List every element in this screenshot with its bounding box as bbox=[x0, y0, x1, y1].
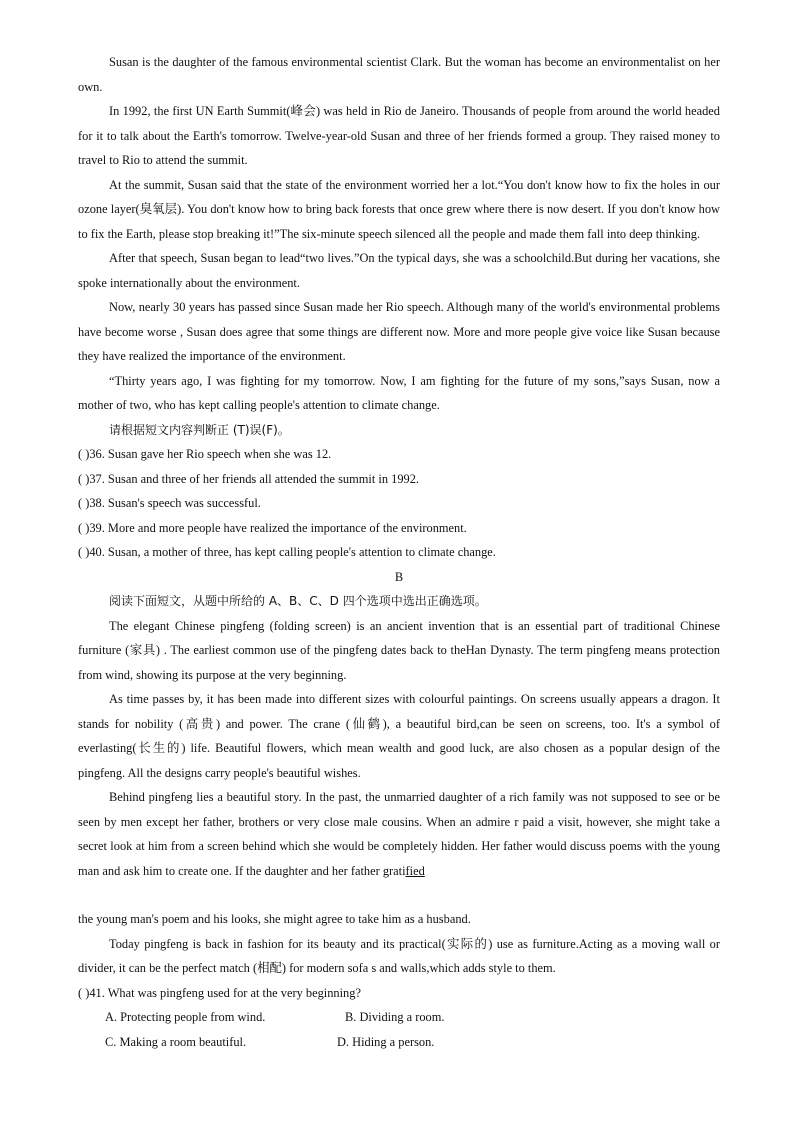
blank-gap bbox=[78, 883, 720, 907]
paragraph: As time passes by, it has been made into different sizes with colourful paintings. On screens usually appears a dragon. It stands for nobility (高贵) and power. The crane (仙鹤), a beautiful bird,can be seen on screens, too. It's a symbol of everlasting(长生的) life. Beautiful flowers, which mean wealth and good luck, are also chosen as a popular design of the pingfeng. All the designs carry people's beautiful wishes. bbox=[78, 692, 720, 780]
paragraph-continuation: the young man's poem and his looks, she might agree to take him as a husband. bbox=[78, 912, 471, 926]
question-item: ( )41. What was pingfeng used for at the very beginning? bbox=[78, 985, 361, 1000]
option-c: C. Making a room beautiful. bbox=[105, 1034, 247, 1049]
underlined-word: fied bbox=[405, 863, 425, 878]
question-item: ( )38. Susan's speech was successful. bbox=[78, 496, 261, 510]
paragraph: Susan is the daughter of the famous environmental scientist Clark. But the woman has become an environmentalist on her own. bbox=[78, 55, 720, 94]
question-item: ( )37. Susan and three of her friends all attended the summit in 1992. bbox=[78, 471, 420, 486]
paragraph: At the summit, Susan said that the state of the environment worried her a lot.“You don't know how to fix the holes in our ozone layer(臭氧层). You don't know how to bring back forests that once grew where there is now desert. If you don't know how to fix the Earth, please stop breaking it!”The six-minute speech silenced all the people and made them fall into deep thinking. bbox=[78, 177, 720, 241]
paragraph: “Thirty years ago, I was fighting for my tomorrow. Now, I am fighting for the future of my sons,”says Susan, now a mother of two, who has kept calling people's attention to climate change. bbox=[78, 373, 720, 412]
instruction: 阅读下面短文，从题中所给的 A、B、C、D 四个选项中选出正确选项。 bbox=[109, 594, 487, 608]
question-item: ( )39. More and more people have realized the importance of the environment. bbox=[78, 520, 467, 535]
options-row bbox=[78, 1005, 720, 1030]
document-page bbox=[78, 50, 720, 1054]
section-heading: B bbox=[394, 569, 404, 584]
option-a: A. Protecting people from wind. bbox=[105, 1010, 266, 1024]
options-row bbox=[78, 1030, 720, 1055]
paragraph bbox=[78, 785, 720, 883]
paragraph: Now, nearly 30 years has passed since Susan made her Rio speech. Although many of the world's environmental problems have become worse , Susan does agree that some things are different now. More and more people give voice like Susan because they have realized the importance of the environment. bbox=[78, 300, 720, 363]
paragraph: In 1992, the first UN Earth Summit(峰会) was held in Rio de Janeiro. Thousands of people from around the world headed for it to talk about the Earth's tomorrow. Twelve-year-old Susan and three of her friends formed a group. They raised money to travel to Rio to attend the summit. bbox=[78, 104, 720, 167]
option-d: D. Hiding a person. bbox=[337, 1034, 435, 1049]
paragraph: Today pingfeng is back in fashion for its beauty and its practical(实际的) use as furniture.Acting as a moving wall or divider, it can be the perfect match (相配) for modern sofa s and walls,which adds style to them. bbox=[78, 936, 720, 975]
paragraph: After that speech, Susan began to lead“two lives.”On the typical days, she was a schoolchild.But during her vacations, she spoke internationally about the environment. bbox=[78, 251, 720, 290]
instruction: 请根据短文内容判断正 (T)误(F)。 bbox=[109, 422, 290, 437]
paragraph: The elegant Chinese pingfeng (folding screen) is an ancient invention that is an essential part of traditional Chinese furniture (家具) . The earliest common use of the pingfeng dates back to theHan Dynasty. The term pingfeng means protection from wind, showing its purpose at the very beginning. bbox=[78, 618, 720, 682]
question-item: ( )36. Susan gave her Rio speech when she was 12. bbox=[78, 447, 332, 461]
option-b: B. Dividing a room. bbox=[345, 1010, 445, 1024]
question-item: ( )40. Susan, a mother of three, has kept calling people's attention to climate change. bbox=[78, 545, 496, 559]
story-text: Behind pingfeng lies a beautiful story. In the past, the unmarried daughter of a rich family was not supposed to see or be seen by men except her father, brothers or very close male cousins. When an admire r paid a visit, however, she might take a secret look at him from a screen behind which she would be completely hidden. Her father would discuss poems with the young man and ask him to create one. If the daughter and her father grati bbox=[78, 790, 720, 878]
